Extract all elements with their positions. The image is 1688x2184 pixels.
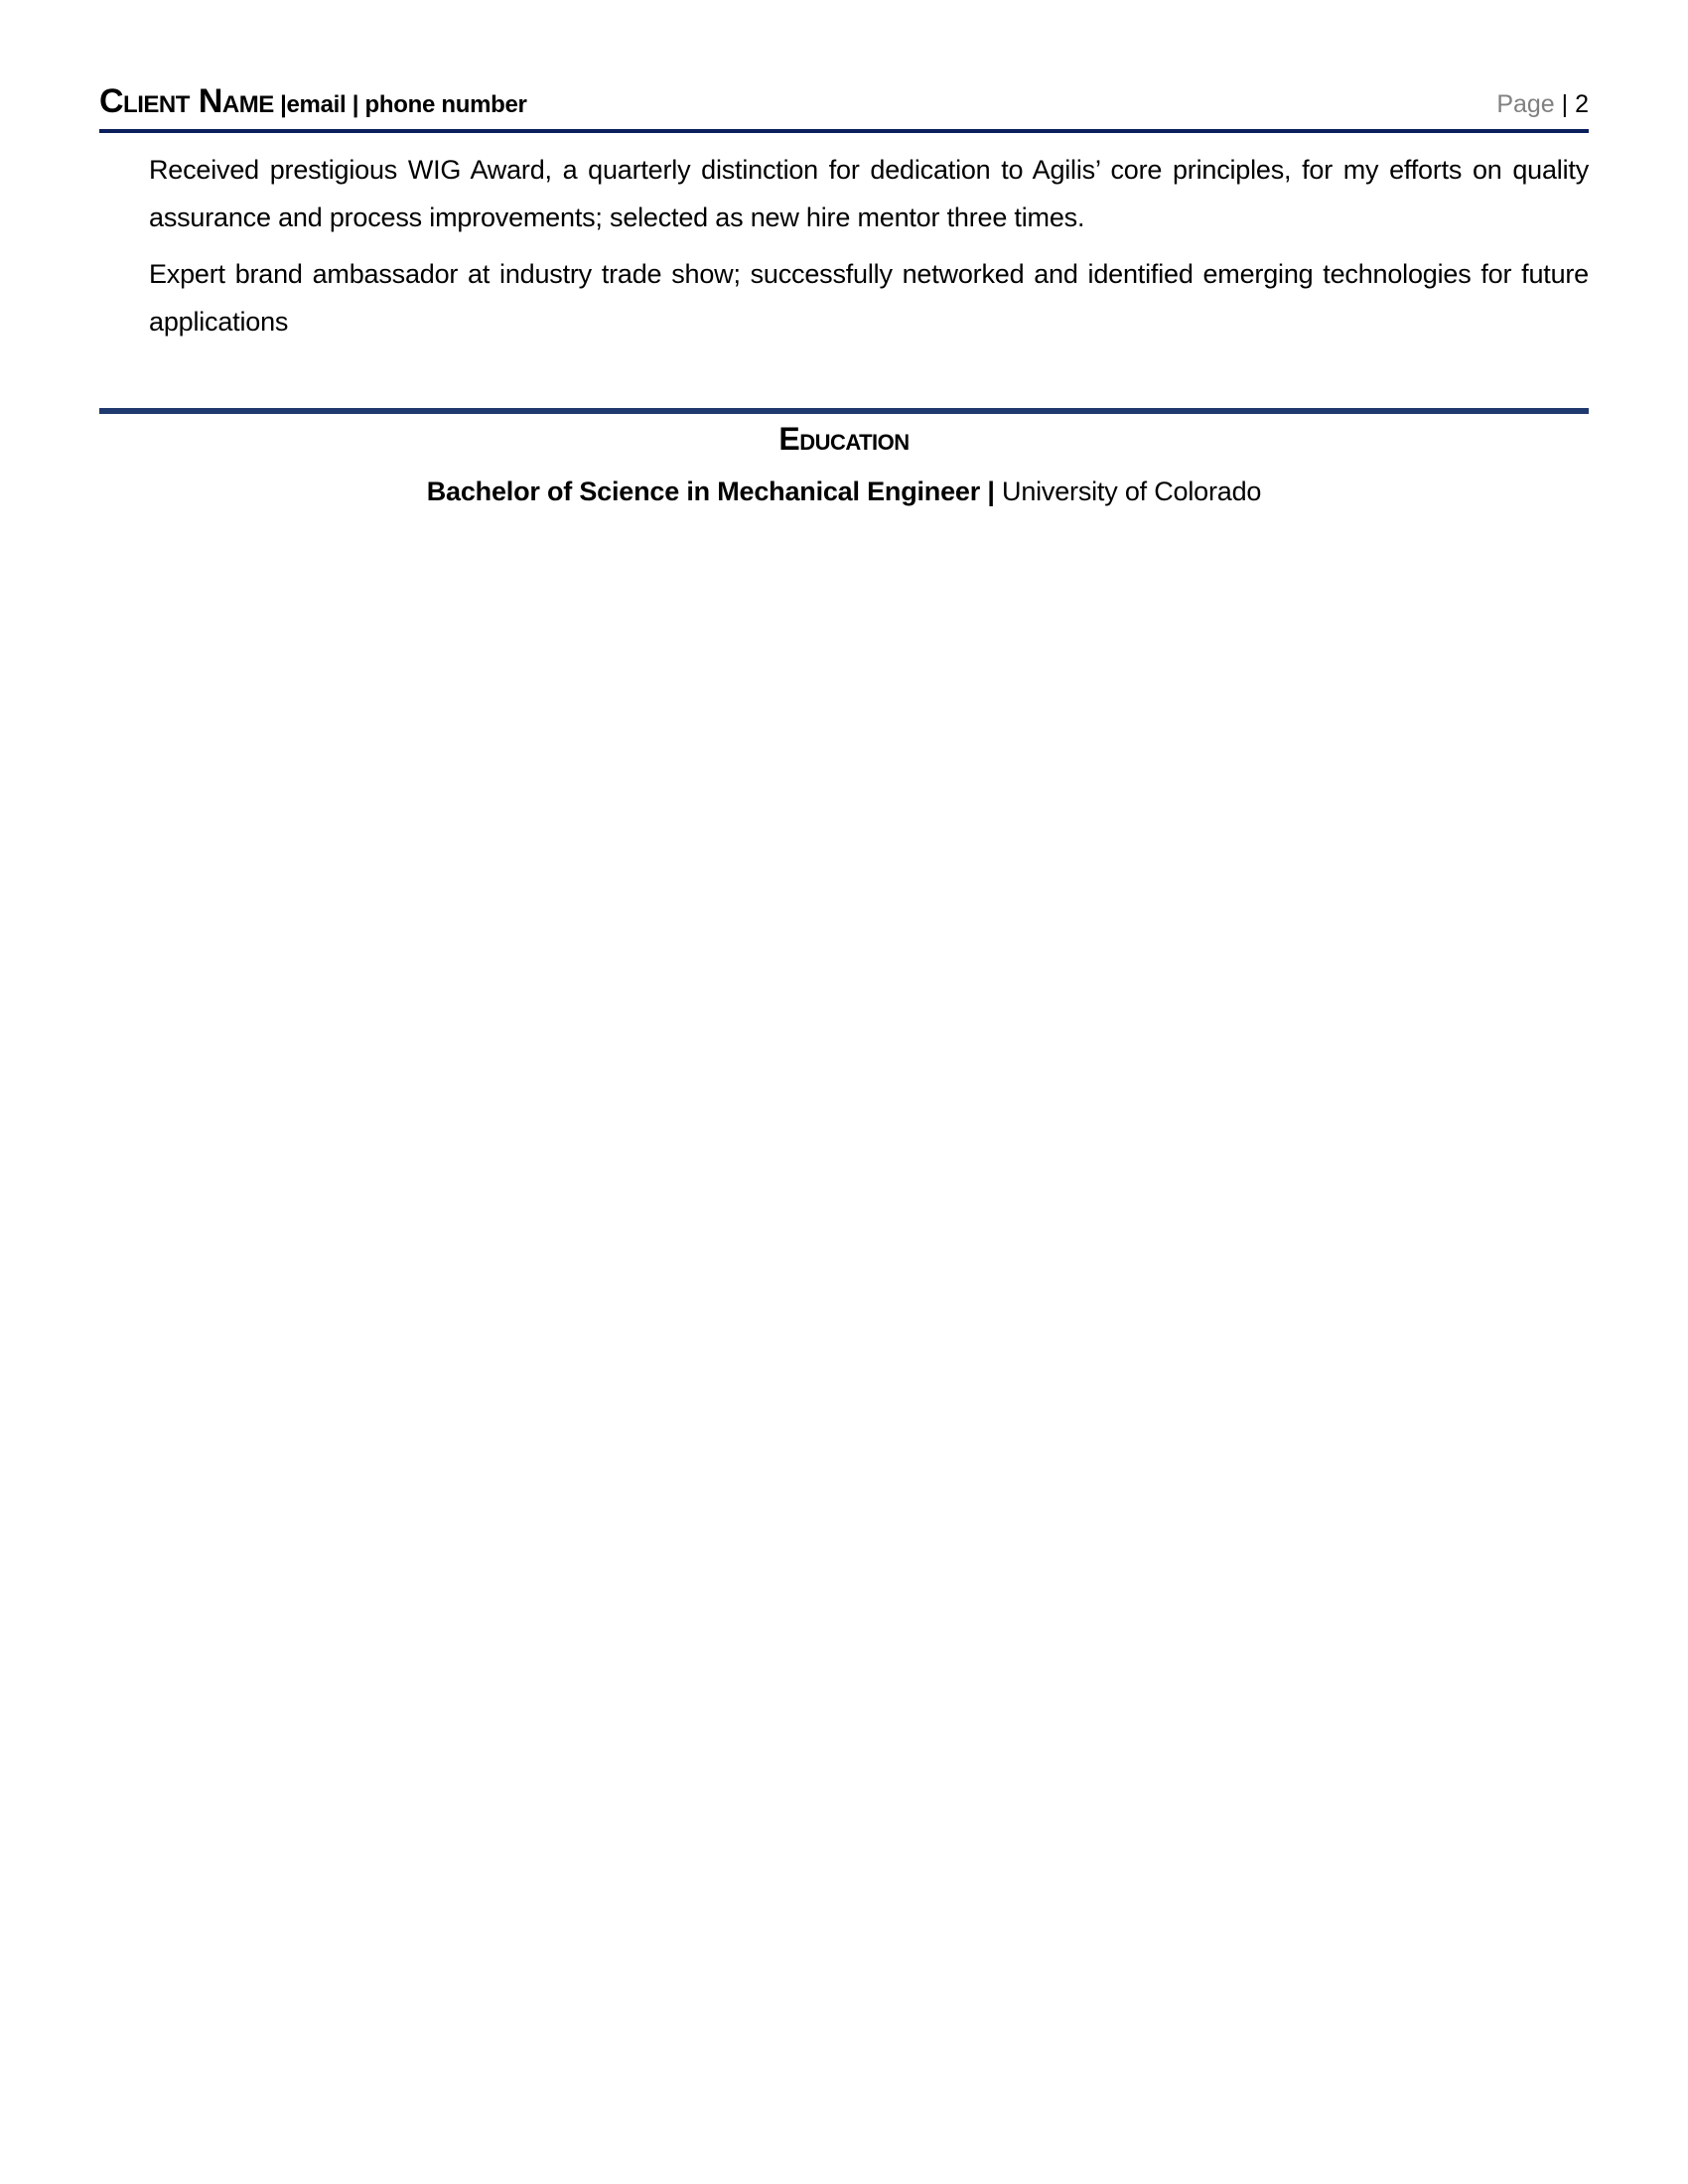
page-number: 2 (1575, 90, 1589, 118)
contact-info: |email | phone number (273, 91, 527, 118)
education-heading: Education (778, 421, 910, 457)
header-identity (99, 82, 527, 121)
page-number-block (1496, 90, 1589, 119)
education-divider (99, 408, 1589, 414)
page-label: Page (1496, 90, 1555, 118)
school-name: University of Colorado (1002, 477, 1262, 506)
page-separator: | (1554, 90, 1576, 118)
degree: Bachelor of Science in Mechanical Engineer (426, 477, 981, 506)
experience-bullets (149, 147, 1589, 355)
education-entry (99, 477, 1589, 507)
bullet-item: Expert brand ambassador at industry trade show; successfully networked and identified emerging technologies for future applications (149, 259, 1589, 337)
header-divider (99, 129, 1589, 133)
bullet-item: Received prestigious WIG Award, a quarterly distinction for dedication to Agilis’ core principles, for my efforts on quality assurance and process improvements; selected as new hire mentor three times. (149, 155, 1589, 232)
education-separator: | (980, 477, 1003, 506)
client-name: Client Name (99, 82, 274, 120)
page-header (99, 81, 1589, 121)
